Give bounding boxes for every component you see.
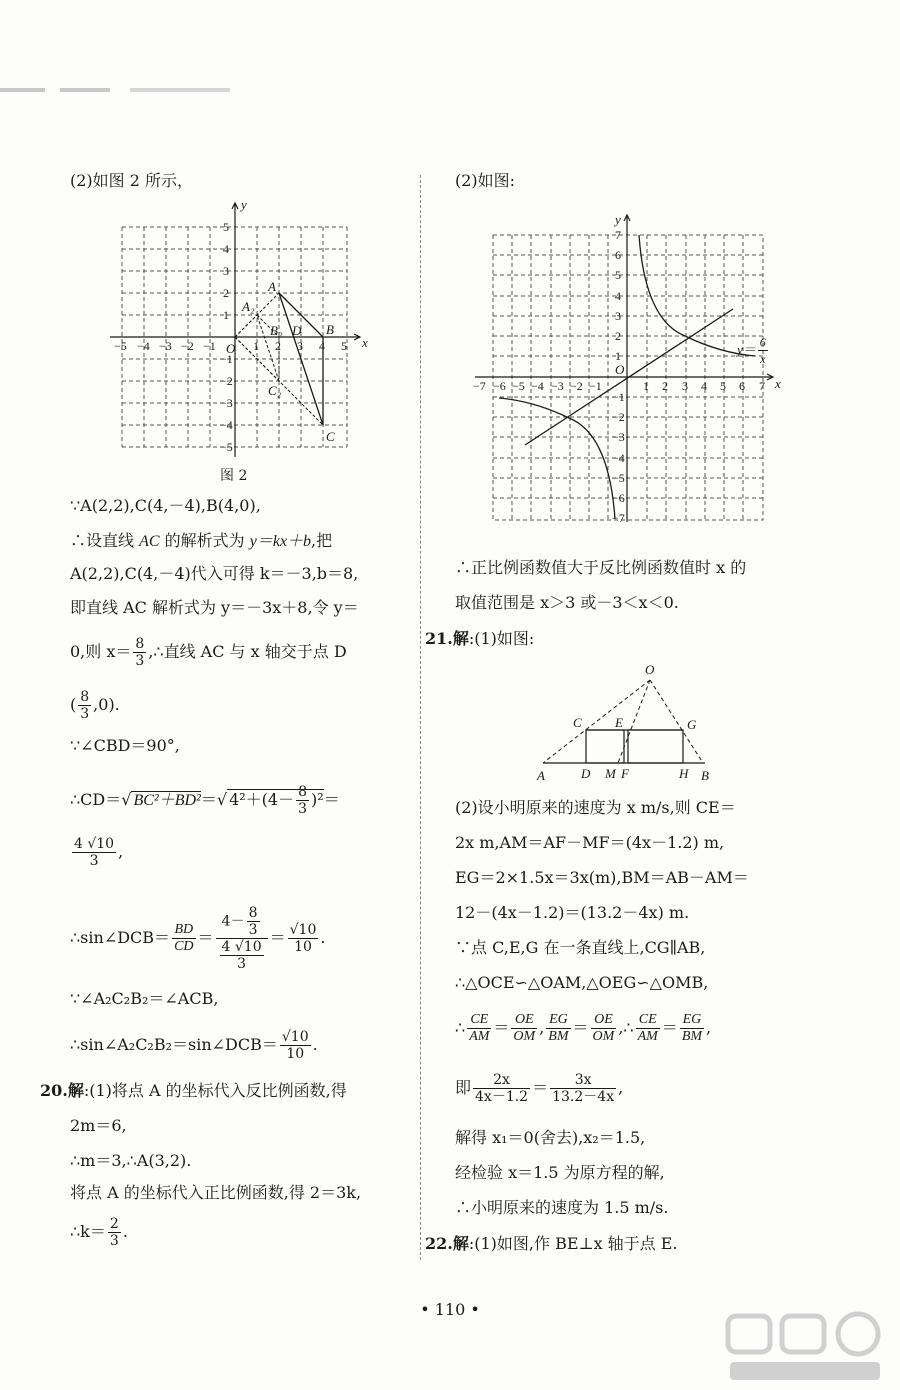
svg-text:3: 3 bbox=[682, 379, 688, 393]
page-number: • 110 • bbox=[420, 1300, 480, 1319]
svg-text:7: 7 bbox=[759, 379, 765, 393]
figure-2-coordinate-plot bbox=[110, 195, 380, 460]
line: ∴m＝3,∴A(3,2). bbox=[70, 1151, 192, 1170]
svg-text:B: B bbox=[701, 768, 709, 783]
svg-text:5: 5 bbox=[615, 268, 621, 282]
line: ∴设直线 AC 的解析式为 y＝kx＋b,把 bbox=[70, 531, 333, 550]
figure-caption: 图 2 bbox=[220, 468, 248, 484]
svg-text:−6: −6 bbox=[493, 379, 506, 393]
question-20: 20.解:(1)将点 A 的坐标代入反比例函数,得 bbox=[40, 1081, 347, 1100]
svg-text:A: A bbox=[268, 279, 276, 294]
line: 即 $\frac{2x}{4x-1.2}$ ＝ $\frac{3x}{13.2-4x}$ , bbox=[455, 1072, 624, 1105]
svg-text:−5: −5 bbox=[612, 471, 625, 485]
svg-text:O: O bbox=[615, 362, 625, 377]
svg-text:1: 1 bbox=[643, 379, 649, 393]
svg-text:−5: −5 bbox=[220, 440, 233, 454]
svg-text:x: x bbox=[775, 376, 781, 391]
svg-text:y: y bbox=[615, 212, 621, 227]
line: ∵点 C,E,G 在一条直线上,CG∥AB, bbox=[455, 938, 706, 957]
line: (2)设小明原来的速度为 x m/s,则 CE＝ bbox=[455, 798, 736, 817]
svg-text:−1: −1 bbox=[589, 379, 602, 393]
line: ∴sin∠DCB＝ $\frac{BD}{CD}$ ＝ 4－ $\frac{8}{3}$ $\frac{4 √10}{3}$ ＝ $\frac{√10}{10}$ . bbox=[70, 905, 326, 972]
svg-text:−3: −3 bbox=[159, 339, 172, 353]
svg-text:−1: −1 bbox=[203, 339, 216, 353]
point-labels bbox=[536, 662, 709, 783]
svg-text:A₂: A₂ bbox=[242, 299, 255, 314]
function-graph bbox=[465, 210, 795, 530]
svg-text:−2: −2 bbox=[181, 339, 194, 353]
svg-text:3: 3 bbox=[297, 339, 303, 353]
question-21: 21.解:(1)如图: bbox=[425, 629, 535, 648]
line: 将点 A 的坐标代入正比例函数,得 2＝3k, bbox=[70, 1183, 362, 1202]
line: 0,则 x＝ $\frac{8}{3}$ ,∴直线 AC 与 x 轴交于点 D bbox=[70, 636, 347, 669]
dashed-rays bbox=[543, 680, 703, 763]
svg-text:G: G bbox=[687, 717, 697, 732]
line: ∵∠A₂C₂B₂＝∠ACB, bbox=[70, 989, 219, 1008]
column-divider bbox=[420, 175, 421, 1260]
line: ∵∠CBD＝90°, bbox=[70, 736, 180, 755]
line: ∴CD＝√ BC²＋BD²＝√ 4²＋(4－ $\frac{8}{3}$ )²＝ bbox=[70, 784, 340, 817]
figure-21 bbox=[535, 660, 735, 785]
svg-text:D: D bbox=[292, 323, 302, 338]
svg-text:−3: −3 bbox=[220, 396, 233, 410]
line: ∴k＝ $\frac{2}{3}$ . bbox=[70, 1216, 128, 1249]
svg-text:−2: −2 bbox=[570, 379, 583, 393]
line: 2m＝6, bbox=[70, 1116, 127, 1135]
line: 经检验 x＝1.5 为原方程的解, bbox=[455, 1163, 665, 1182]
svg-text:−7: −7 bbox=[473, 379, 486, 393]
svg-text:−2: −2 bbox=[612, 410, 625, 424]
watermark-logo bbox=[720, 1310, 890, 1385]
svg-text:1: 1 bbox=[223, 308, 229, 322]
svg-text:7: 7 bbox=[615, 228, 621, 242]
line: A(2,2),C(4,－4)代入可得 k＝－3,b＝8, bbox=[70, 564, 359, 583]
svg-text:M: M bbox=[605, 766, 616, 781]
line: 即直线 AC 解析式为 y＝－3x＋8,令 y＝ bbox=[70, 598, 359, 617]
svg-text:3: 3 bbox=[615, 309, 621, 323]
svg-text:−1: −1 bbox=[220, 352, 233, 366]
svg-text:6: 6 bbox=[615, 248, 621, 262]
svg-text:4: 4 bbox=[319, 339, 325, 353]
svg-text:E: E bbox=[615, 715, 623, 730]
svg-text:B: B bbox=[326, 322, 334, 337]
svg-text:O: O bbox=[645, 662, 655, 677]
line: $\frac{4 √10}{3}$ , bbox=[74, 836, 124, 869]
svg-text:5: 5 bbox=[341, 339, 347, 353]
header-decoration bbox=[0, 88, 230, 94]
svg-text:6: 6 bbox=[739, 379, 745, 393]
line: ∴△OCE∽△OAM,△OEG∽△OMB, bbox=[455, 973, 709, 992]
svg-text:−6: −6 bbox=[612, 491, 625, 505]
line: ∵A(2,2),C(4,－4),B(4,0), bbox=[70, 496, 261, 515]
svg-text:−3: −3 bbox=[551, 379, 564, 393]
line: (2)如图: bbox=[455, 171, 516, 190]
svg-text:2: 2 bbox=[275, 339, 281, 353]
svg-text:B₂: B₂ bbox=[270, 323, 283, 338]
svg-text:3: 3 bbox=[223, 264, 229, 278]
svg-text:5: 5 bbox=[223, 220, 229, 234]
svg-text:C: C bbox=[326, 429, 335, 444]
svg-text:2: 2 bbox=[662, 379, 668, 393]
svg-text:−4: −4 bbox=[137, 339, 150, 353]
svg-text:−5: −5 bbox=[512, 379, 525, 393]
svg-text:−5: −5 bbox=[114, 339, 127, 353]
svg-text:4: 4 bbox=[615, 289, 621, 303]
line: 2x m,AM＝AF－MF＝(4x－1.2) m, bbox=[455, 833, 725, 852]
svg-text:−7: −7 bbox=[612, 511, 625, 525]
line: EG＝2×1.5x＝3x(m),BM＝AB－AM＝ bbox=[455, 868, 749, 887]
svg-text:H: H bbox=[679, 766, 689, 781]
line: 解得 x₁＝0(舍去),x₂＝1.5, bbox=[455, 1128, 646, 1147]
svg-text:A: A bbox=[537, 768, 545, 783]
line: (2)如图 2 所示， bbox=[70, 171, 194, 190]
svg-text:y: y bbox=[241, 197, 247, 212]
line: ( $\frac{8}{3}$ ,0). bbox=[70, 689, 120, 722]
svg-text:D: D bbox=[581, 766, 591, 781]
solid-lines bbox=[543, 730, 705, 763]
svg-text:O: O bbox=[226, 341, 236, 356]
line: ∴sin∠A₂C₂B₂＝sin∠DCB＝ $\frac{√10}{10}$ . bbox=[70, 1029, 318, 1062]
svg-text:−2: −2 bbox=[220, 374, 233, 388]
svg-text:F: F bbox=[621, 766, 629, 781]
svg-text:2: 2 bbox=[223, 286, 229, 300]
svg-text:C: C bbox=[573, 715, 582, 730]
svg-text:1: 1 bbox=[253, 339, 259, 353]
svg-text:C₂: C₂ bbox=[268, 383, 282, 398]
line: ∴ $\frac{CE}{AM}$ ＝ $\frac{OE}{OM}$ , $\frac{EG}{BM}$ ＝ $\frac{OE}{OM}$ ,∴ $\frac{CE}{AM}$ ＝ $\frac{EG}{BM}$ , bbox=[455, 1012, 712, 1044]
svg-text:−4: −4 bbox=[220, 418, 233, 432]
svg-text:2: 2 bbox=[615, 329, 621, 343]
svg-text:4: 4 bbox=[701, 379, 707, 393]
svg-text:−3: −3 bbox=[612, 430, 625, 444]
svg-text:4: 4 bbox=[223, 242, 229, 256]
line: ∴小明原来的速度为 1.5 m/s. bbox=[455, 1198, 669, 1217]
svg-text:1: 1 bbox=[615, 349, 621, 363]
function-label: y＝ $\frac{6}{x}$ bbox=[737, 335, 766, 366]
line: 12－(4x－1.2)＝(13.2－4x) m. bbox=[455, 903, 690, 922]
svg-text:−1: −1 bbox=[612, 390, 625, 404]
svg-text:−4: −4 bbox=[612, 451, 625, 465]
line: 取值范围是 x＞3 或－3＜x＜0. bbox=[455, 593, 679, 612]
line: ∴正比例函数值大于反比例函数值时 x 的 bbox=[455, 558, 747, 577]
svg-text:x: x bbox=[362, 335, 368, 350]
svg-text:−4: −4 bbox=[531, 379, 544, 393]
question-22: 22.解:(1)如图,作 BE⊥x 轴于点 E. bbox=[425, 1234, 678, 1253]
svg-text:5: 5 bbox=[720, 379, 726, 393]
